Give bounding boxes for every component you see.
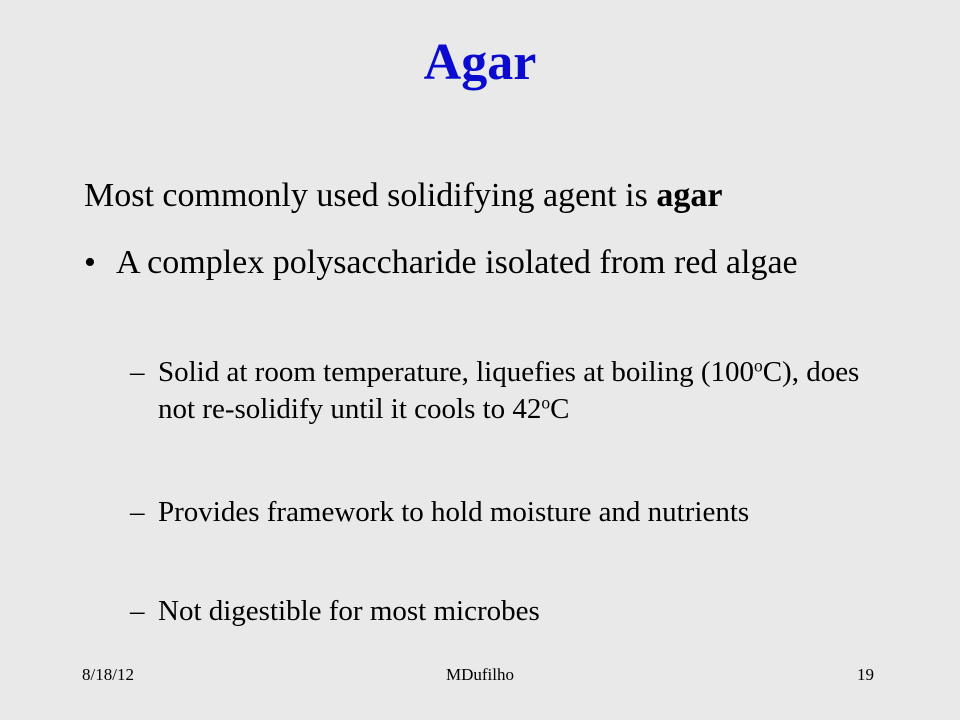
footer-date: 8/18/12	[82, 665, 134, 684]
sub-item-framework-text: Provides framework to hold moisture and nutrients	[158, 496, 750, 528]
dash-marker: –	[130, 595, 145, 627]
sub-item-solid-part3: C	[550, 393, 570, 425]
lead-text	[84, 176, 914, 217]
sub-item-solid	[130, 354, 870, 428]
sub-item-digestible-text: Not digestible for most microbes	[158, 595, 540, 627]
sub-item-framework	[130, 494, 870, 531]
lead-text-body: Most commonly used solidifying agent is	[84, 177, 657, 214]
bullet-text: A complex polysaccharide isolated from red algae	[116, 244, 798, 281]
degree-superscript: o	[541, 392, 551, 413]
slide-title: Agar	[423, 34, 537, 91]
sub-item-solid-text	[158, 354, 870, 428]
footer-author: MDufilho	[446, 665, 514, 684]
sub-item-digestible	[130, 593, 870, 630]
sub-item-solid-part1: Solid at room temperature, liquefies at boiling (100	[158, 356, 754, 388]
dash-marker: –	[130, 356, 145, 388]
bullet-item	[84, 242, 914, 284]
footer-page-number: 19	[857, 665, 874, 684]
degree-superscript: o	[753, 355, 763, 376]
bullet-marker: •	[84, 244, 96, 281]
lead-emphasis: agar	[656, 177, 723, 214]
sub-item-solid-part2: C), does not re-solidify until it cools to 42	[158, 356, 860, 425]
dash-marker: –	[130, 496, 145, 528]
